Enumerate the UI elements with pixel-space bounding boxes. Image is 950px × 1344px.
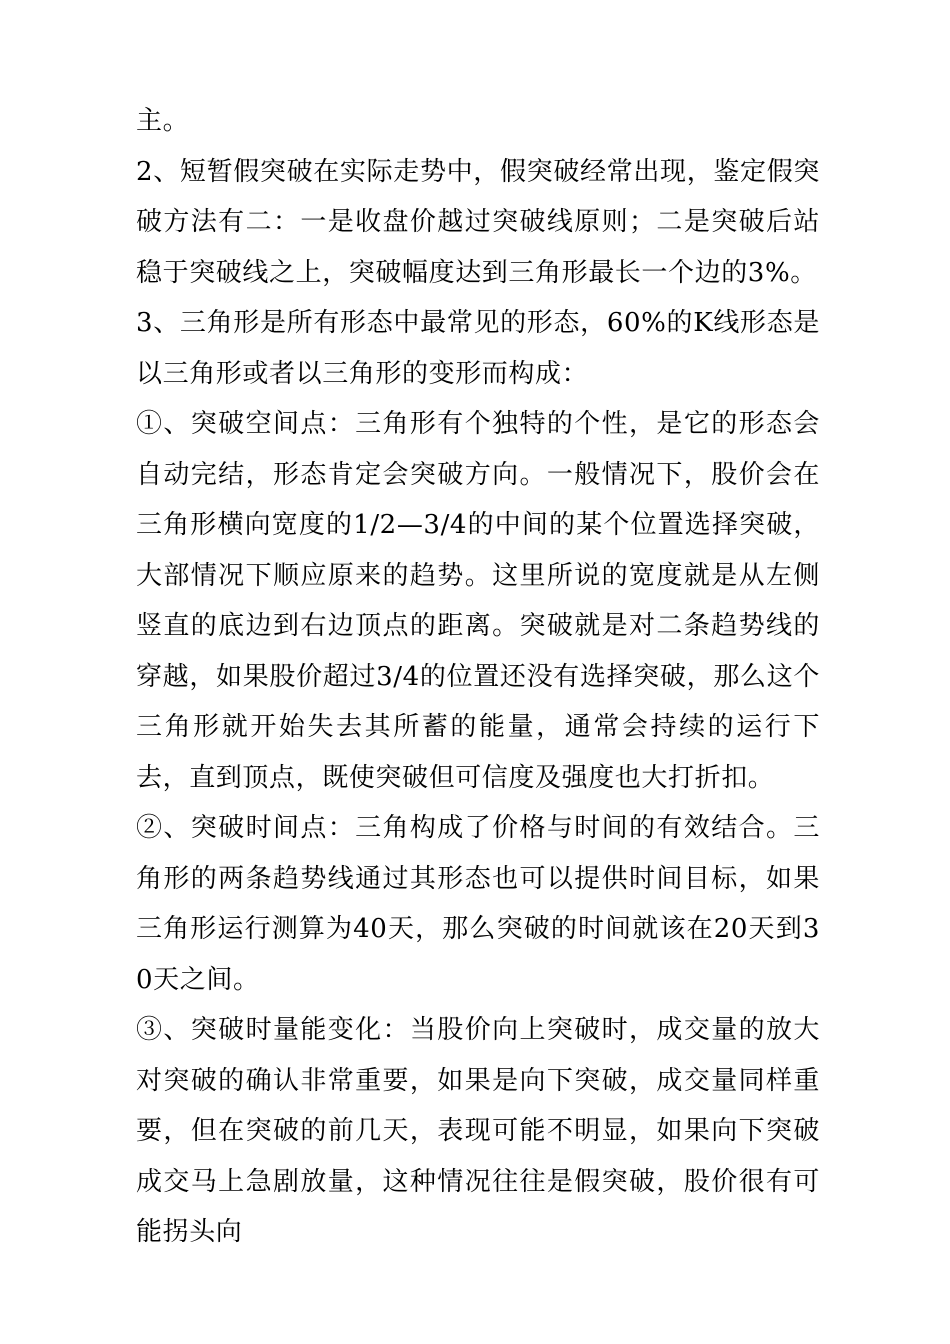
paragraph-false-breakout: 2、短暂假突破在实际走势中，假突破经常出现，鉴定假突破方法有二：一是收盘价越过突破线原则；二是突破后站稳于突破线之上，突破幅度达到三角形最长一个边的3%。 (136, 156, 820, 288)
paragraph-breakout-space-point: ①、突破空间点：三角形有个独特的个性，是它的形态会自动完结，形态肯定会突破方向。一般情况下，股价会在三角形横向宽度的1/2—3/4的中间的某个位置选择突破，大部情况下顺应原来的趋势。这里所说的宽度就是从左侧竖直的底边到右边顶点的距离。突破就是对二条趋势线的穿越，如果股价超过3/4的位置还没有选择突破，那么这个三角形就开始失去其所蓄的能量，通常会持续的运行下去，直到顶点，既使突破但可信度及强度也大打折扣。 (136, 409, 820, 793)
document-page (136, 96, 820, 1258)
paragraph-triangle-intro: 3、三角形是所有形态中最常见的形态，60%的K线形态是以三角形或者以三角形的变形而构成： (136, 308, 820, 389)
paragraph-breakout-volume-change: ③、突破时量能变化：当股价向上突破时，成交量的放大对突破的确认非常重要，如果是向下突破，成交量同样重要，但在突破的前几天，表现可能不明显，如果向下突破成交马上急剧放量，这种情况往往是假突破，股价很有可能拐头向 (136, 1015, 820, 1247)
paragraph-continuation: 主。 (136, 106, 190, 136)
paragraph-breakout-time-point: ②、突破时间点：三角构成了价格与时间的有效结合。三角形的两条趋势线通过其形态也可以提供时间目标，如果三角形运行测算为40天，那么突破的时间就该在20天到30天之间。 (136, 813, 820, 995)
